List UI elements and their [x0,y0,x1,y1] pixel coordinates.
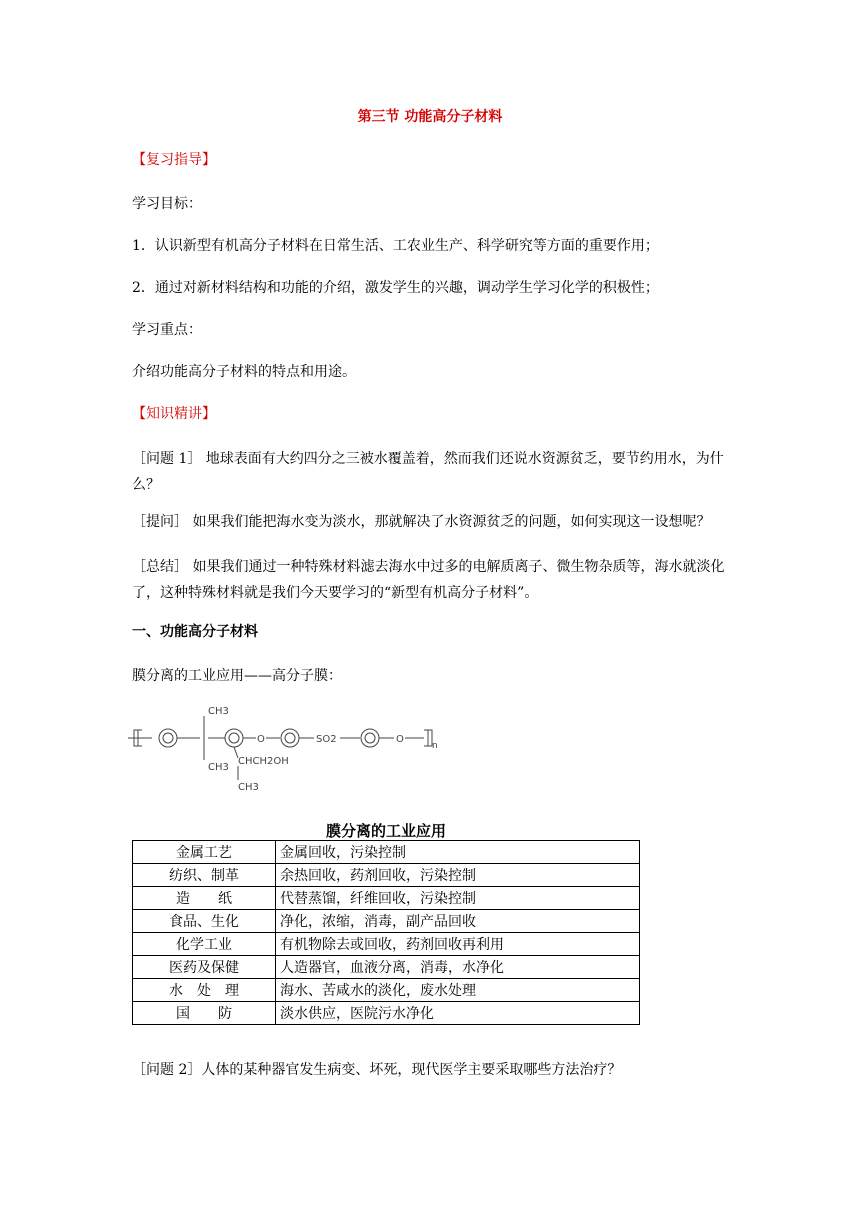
table-row [133,910,640,933]
table-row [133,933,640,956]
field-cell: 化学工业 [133,933,276,956]
page-title: 第三节 功能高分子材料 [357,109,503,125]
ch3-bottom: CH3 [208,762,229,773]
membrane-applications-table [132,840,640,1025]
table-row [133,887,640,910]
table-row [133,1002,640,1025]
benzene-ring-1 [159,729,177,747]
use-cell: 海水、苦咸水的淡化，废水处理 [276,979,640,1002]
summary-text: ［总结］ 如果我们通过一种特殊材料滤去海水中过多的电解质离子、微生物杂质等，海水就淡化了，这种特殊材料就是我们今天要学习的“新型有机高分子材料”。 [132,559,725,601]
ask-text: ［提问］ 如果我们能把海水变为淡水，那就解决了水资源贫乏的问题，如何实现这一设想呢？ [132,514,711,530]
side-chain: CHCH2OH [238,756,289,767]
table-caption: 膜分离的工业应用 [325,822,446,840]
field-cell: 水 处 理 [133,979,276,1002]
table-row [133,956,640,979]
membrane-intro: 膜分离的工业应用——高分子膜： [132,668,342,684]
ch3-side: CH3 [238,782,259,793]
repeat-n: n [432,741,438,751]
question-1: ［问题 1］ 地球表面有大约四分之三被水覆盖着，然而我们还说水资源贫乏，要节约用水，为什么？ [132,451,724,493]
use-cell: 金属回收，污染控制 [276,841,640,864]
ch3-top: CH3 [208,706,229,717]
field-cell: 食品、生化 [133,910,276,933]
focus-label: 学习重点： [132,322,202,338]
polymer-formula-diagram [128,698,468,798]
question-2: ［问题 2］人体的某种器官发生病变、坏死，现代医学主要采取哪些方法治疗？ [132,1062,622,1078]
use-cell: 代替蒸馏，纤维回收，污染控制 [276,887,640,910]
field-cell: 造 纸 [133,887,276,910]
goal-2: 2．通过对新材料结构和功能的介绍，激发学生的兴趣，调动学生学习化学的积极性； [132,280,659,296]
field-cell: 金属工艺 [133,841,276,864]
use-cell: 人造器官，血液分离，消毒，水净化 [276,956,640,979]
use-cell: 有机物除去或回收，药剂回收再利用 [276,933,640,956]
review-guide-heading: 【复习指导】 [132,152,216,168]
table-row [133,979,640,1002]
field-cell: 国 防 [133,1002,276,1025]
benzene-ring-4 [361,729,379,747]
use-cell: 净化，浓缩，消毒，副产品回收 [276,910,640,933]
use-cell: 淡水供应，医院污水净化 [276,1002,640,1025]
oxygen-1: O [257,734,265,745]
table-row [133,864,640,887]
goals-label: 学习目标： [132,196,202,212]
field-cell: 医药及保健 [133,956,276,979]
section-heading-1: 一、功能高分子材料 [132,624,258,640]
table-row [133,841,640,864]
sulfonyl: SO2 [316,734,337,745]
benzene-ring-3 [281,729,299,747]
field-cell: 纺织、制革 [133,864,276,887]
right-bracket [424,730,428,746]
oxygen-2: O [396,734,404,745]
knowledge-heading: 【知识精讲】 [132,406,216,422]
use-cell: 余热回收，药剂回收，污染控制 [276,864,640,887]
benzene-ring-2 [225,729,243,747]
goal-1: 1．认识新型有机高分子材料在日常生活、工农业生产、科学研究等方面的重要作用； [132,238,659,254]
focus-text: 介绍功能高分子材料的特点和用途。 [132,364,356,380]
